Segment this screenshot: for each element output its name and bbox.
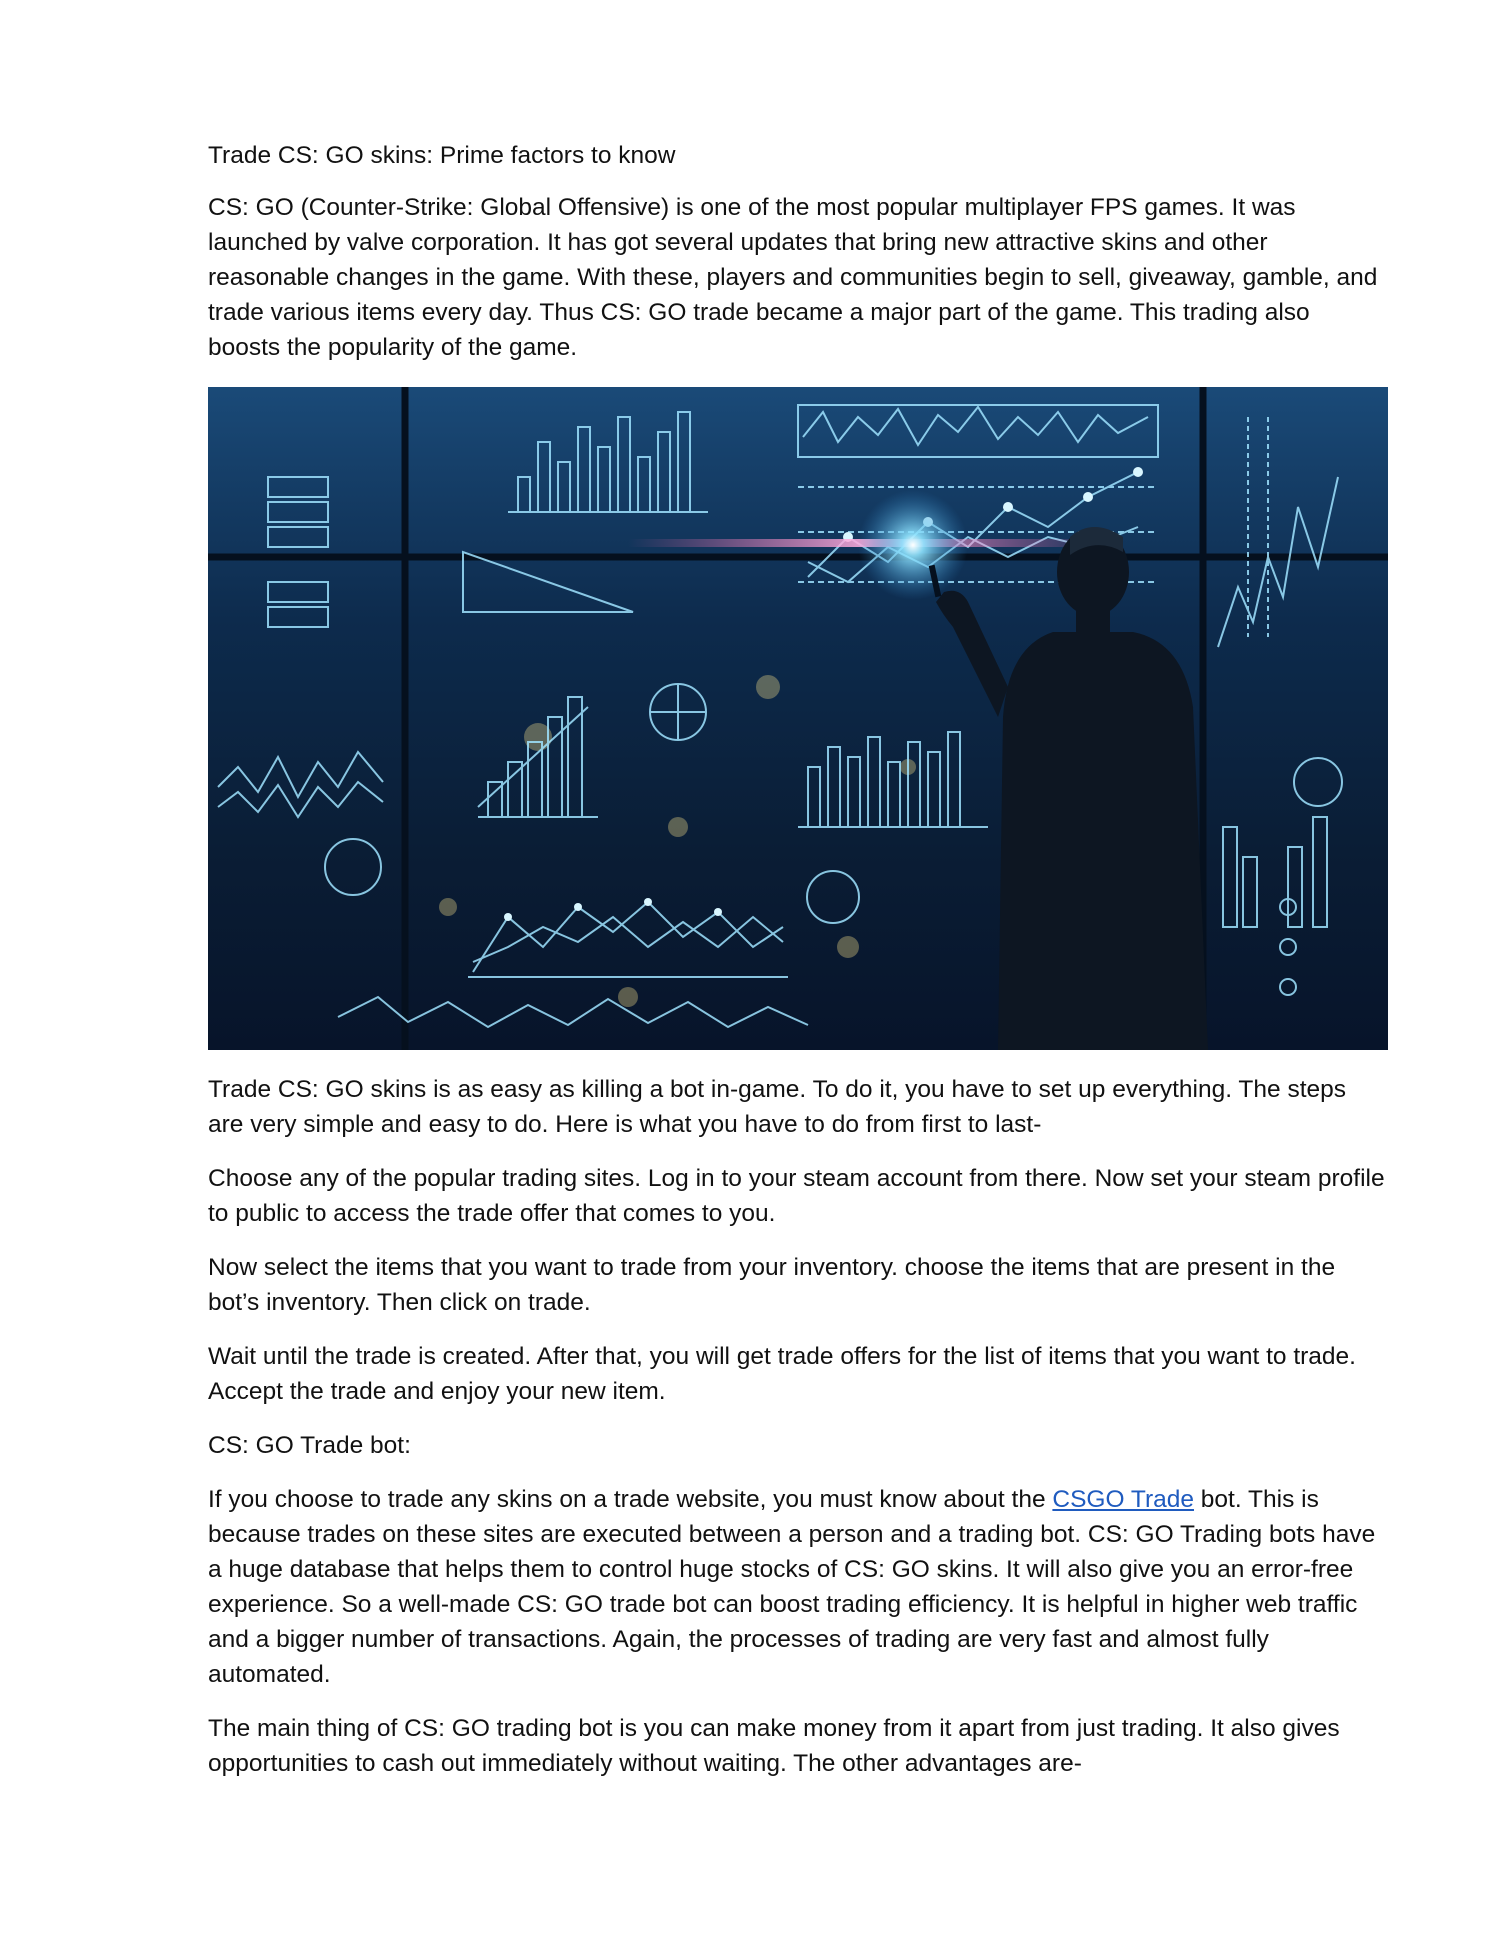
steps-intro-paragraph: Trade CS: GO skins is as easy as killing a bot in-game. To do it, you have to set up everything. The steps are very simple and easy to do. Here is what you have to do from first to last-	[208, 1076, 1347, 1138]
document-page	[208, 138, 1388, 1800]
step2-paragraph: Now select the items that you want to trade from your inventory. choose the items that are present in the bot’s inventory. Then click on trade.	[208, 1254, 1336, 1316]
trade-bot-subheading: CS: GO Trade bot:	[208, 1432, 411, 1459]
step3-paragraph: Wait until the trade is created. After that, you will get trade offers for the list of items that you want to trade. Accept the trade and enjoy your new item.	[208, 1343, 1356, 1405]
trade-bot-text-before-link: If you choose to trade any skins on a trade website, you must know about the	[208, 1486, 1053, 1513]
trade-bot-text-after-link: bot. This is because trades on these sites are executed between a person and a trading bot. CS: GO Trading bots have a huge database that helps them to control huge stocks of CS: GO skins. It will also give you an error-free experience. So a well-made CS: GO trade bot can boost trading efficiency. It is helpful in higher web traffic and a bigger number of transactions. Again, the processes of trading are very fast and almost fully automated.	[208, 1486, 1376, 1688]
business-analytics-photo	[208, 387, 1388, 1050]
intro-paragraph: CS: GO (Counter-Strike: Global Offensive) is one of the most popular multiplayer FPS games. It was launched by valve corporation. It has got several updates that bring new attractive skins and other reasonable changes in the game. With these, players and communities begin to sell, giveaway, gamble, and trade various items every day. Thus CS: GO trade became a major part of the game. This trading also boosts the popularity of the game.	[208, 194, 1378, 361]
main-thing-paragraph: The main thing of CS: GO trading bot is you can make money from it apart from just trading. It also gives opportunities to cash out immediately without waiting. The other advantages are-	[208, 1715, 1340, 1777]
trade-bot-paragraph	[208, 1482, 1388, 1692]
csgo-trade-link[interactable]: CSGO Trade	[1052, 1486, 1194, 1513]
step1-paragraph: Choose any of the popular trading sites. Log in to your steam account from there. Now set your steam profile to public to access the trade offer that comes to you.	[208, 1165, 1385, 1227]
document-title: Trade CS: GO skins: Prime factors to know	[208, 142, 676, 169]
